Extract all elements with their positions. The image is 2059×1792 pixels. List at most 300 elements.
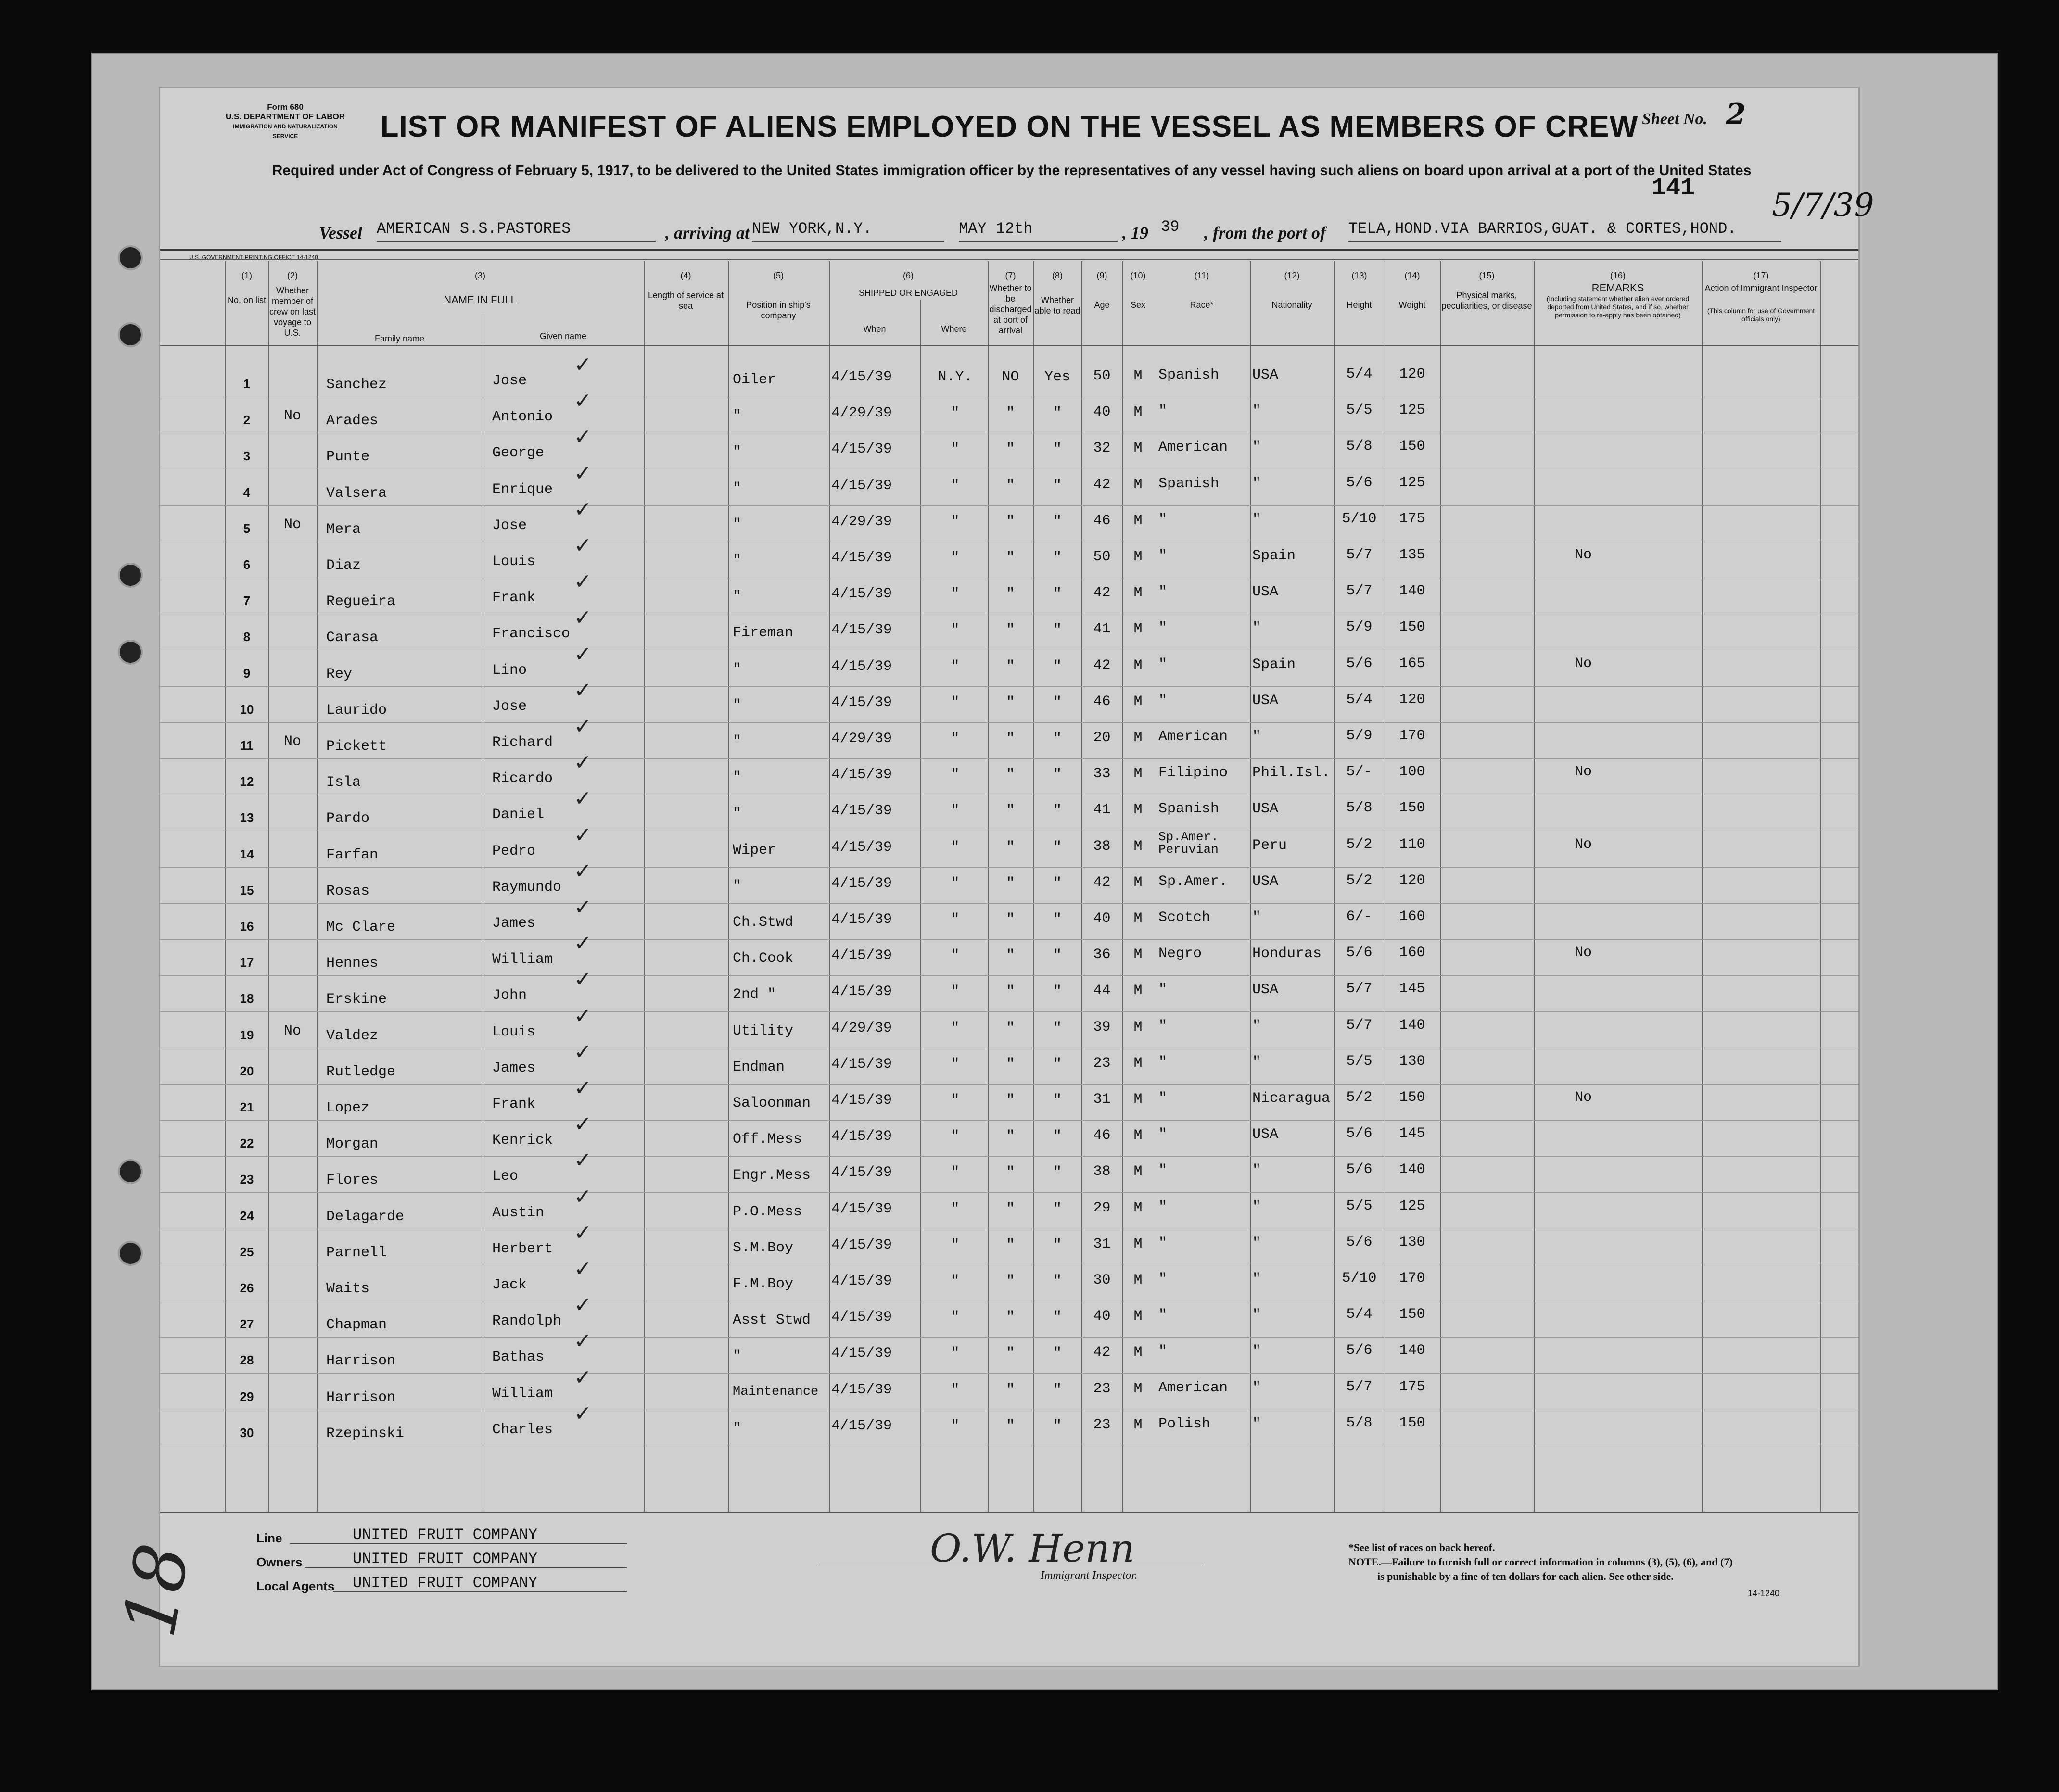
cell-when: 4/15/39 [831,369,892,385]
cell-race: " [1158,548,1168,564]
cell-position: Off.Mess [733,1131,802,1148]
cell-race: " [1158,1126,1168,1143]
cell-when: 4/15/39 [831,622,892,638]
cell-where: " [951,1128,960,1145]
cell-sex: M [1133,946,1143,963]
cell-family: Sanchez [326,377,387,393]
checkmark-icon: ✓ [574,714,592,739]
cell-remarks: No [1575,836,1592,853]
cell-disch: " [1006,947,1015,964]
checkmark-icon: ✓ [574,1365,592,1390]
checkmark-icon: ✓ [574,678,592,703]
cell-nat: Spain [1252,656,1296,673]
cell-sex: M [1133,874,1143,891]
print-code: 14-1240 [1748,1589,1780,1598]
cell-given: Herbert [492,1241,553,1257]
cell-given: Jose [492,517,527,534]
cell-when: 4/15/39 [831,1309,892,1325]
grid-line [268,261,269,1512]
cell-nat: Spain [1252,548,1296,564]
sheet-number: 2 [1726,98,1746,131]
cell-nat: " [1252,909,1261,926]
cell-disch: " [1006,1273,1015,1289]
cell-sex: M [1133,440,1143,456]
from-port: TELA,HOND.VIA BARRIOS,GUAT. & CORTES,HOND. [1348,220,1737,238]
cell-race: " [1158,1090,1168,1107]
cell-read: " [1053,1201,1062,1217]
vessel-name: AMERICAN S.S.PASTORES [377,220,571,238]
arriving-label: , arriving at [665,223,750,242]
cell-where: " [951,1309,960,1325]
cell-read: " [1053,514,1062,530]
cell-disch: " [1006,767,1015,783]
cell-no: 5 [243,521,251,536]
cell-family: Flores [326,1172,379,1188]
cell-weight: 150 [1399,438,1425,454]
cell-age: 23 [1093,1381,1111,1397]
cell-sex: M [1133,1127,1143,1144]
cell-race: " [1158,620,1168,636]
cell-height: 5/5 [1346,402,1373,418]
document-subtitle: Required under Act of Congress of February 5, 1917, to be delivered to the United States immigration officer by the representatives of any vessel having such aliens on board upon arrival at a port of the United States [272,163,1752,178]
cell-weight: 120 [1399,872,1425,889]
row-rule [160,758,1858,759]
checkmark-icon: ✓ [574,1329,592,1353]
grid-line [160,259,1858,260]
cell-position: Maintenance [733,1385,819,1399]
col-15-header: Physical marks, peculiarities, or disease [1441,290,1532,311]
grid-line [728,261,729,1512]
col-16-subheader: (Including statement whether alien ever ordered deported from United States, and if so, whether permission to re-apply has been obtained) [1546,295,1690,319]
col-10-header: Sex [1130,300,1146,310]
cell-family: Delagarde [326,1209,405,1225]
cell-when: 4/15/39 [831,1273,892,1289]
local-agents-label: Local Agents [256,1579,335,1593]
row-rule [160,686,1858,687]
margin-handwriting: 18 [107,1538,206,1643]
cell-disch: " [1006,405,1015,421]
row-rule [160,1373,1858,1374]
row-rule [160,1156,1858,1157]
cell-read: " [1053,767,1062,783]
cell-family: Valdez [326,1028,379,1044]
row-rule [160,867,1858,868]
from-port-label: , from the port of [1204,223,1326,242]
year-prefix: , 19 [1122,223,1148,242]
col-3-header: NAME IN FULL [444,294,517,306]
row-rule [160,975,1858,976]
cell-no: 21 [240,1100,254,1114]
cell-height: 5/6 [1346,1125,1373,1142]
cell-position: Utility [733,1023,794,1039]
cell-disch: " [1006,1345,1015,1362]
cell-race: " [1158,1054,1168,1071]
cell-race: Spanish [1158,476,1220,492]
cell-where: " [951,731,960,747]
cell-position: " [733,661,742,678]
cell-age: 46 [1093,694,1111,710]
col-4-number: (4) [680,271,691,280]
cell-read: " [1053,984,1062,1000]
grid-line [1702,261,1703,1512]
checkmark-icon: ✓ [574,606,592,630]
col-9-header: Age [1094,300,1110,310]
cell-family: Pardo [326,810,370,827]
cell-weight: 145 [1399,981,1425,997]
cell-position: P.O.Mess [733,1204,802,1220]
punch-hole [118,1159,143,1184]
checkmark-icon: ✓ [574,533,592,558]
col-11-header: Race* [1190,300,1214,310]
cell-position: " [733,733,742,750]
row-rule [160,1011,1858,1012]
cell-height: 5/2 [1346,836,1373,853]
cell-age: 36 [1093,946,1111,963]
cell-read: " [1053,1309,1062,1325]
line-value: UNITED FRUIT COMPANY [353,1526,538,1544]
cell-no: 4 [243,485,251,500]
handwritten-date: 5/7/39 [1772,187,1874,224]
cell-when: 4/15/39 [831,911,892,928]
col-17-subheader: (This column for use of Government officials only) [1707,307,1815,323]
manifest-sheet [159,87,1874,1667]
cell-race: Scotch [1158,909,1211,926]
cell-read: " [1053,405,1062,421]
cell-family: Isla [326,774,361,791]
cell-given: Richard [492,734,553,751]
cell-weight: 130 [1399,1234,1425,1250]
penalty-note-2: is punishable by a fine of ten dollars for each alien. See other side. [1377,1570,1674,1582]
col-8-header: Whether able to read [1034,295,1080,315]
cell-age: 40 [1093,910,1111,927]
cell-height: 5/5 [1346,1053,1373,1070]
underline [333,1591,627,1592]
cell-given: Lino [492,662,527,679]
cell-sex: M [1133,838,1143,855]
cell-race: " [1158,1018,1168,1035]
cell-disch: NO [1002,369,1019,385]
cell-sex: M [1133,477,1143,493]
cell-given: Francisco [492,626,571,642]
cell-height: 5/6 [1346,1161,1373,1178]
cell-nat: Nicaragua [1252,1090,1331,1107]
cell-given: James [492,915,536,932]
cell-where: " [951,586,960,602]
grid-line [1820,261,1821,1512]
cell-nat: " [1252,439,1261,455]
cell-read: " [1053,803,1062,819]
cell-weight: 120 [1399,366,1425,382]
col-12-number: (12) [1284,271,1300,280]
cell-where: " [951,1237,960,1253]
cell-no: 9 [243,666,251,681]
cell-race: " [1158,693,1168,709]
cell-when: 4/15/39 [831,441,892,457]
cell-age: 32 [1093,440,1111,456]
cell-height: 5/7 [1346,981,1373,997]
cell-height: 5/7 [1346,547,1373,563]
col-16-number: (16) [1610,271,1626,280]
cell-position: " [733,480,742,497]
cell-nat: USA [1252,367,1279,383]
race-note: *See list of races on back hereof. [1348,1541,1495,1553]
checkmark-icon: ✓ [574,461,592,486]
cell-given: Jose [492,373,527,389]
cell-where: " [951,767,960,783]
col-14-number: (14) [1404,271,1420,280]
cell-when: 4/15/39 [831,984,892,1000]
cell-race: " [1158,1271,1168,1287]
cell-no: 1 [243,377,251,391]
cell-disch: " [1006,1237,1015,1253]
cell-disch: " [1006,1020,1015,1036]
checkmark-icon: ✓ [574,1293,592,1317]
cell-disch: " [1006,1128,1015,1145]
cell-family: Erskine [326,991,387,1008]
cell-sex: M [1133,404,1143,420]
cell-disch: " [1006,875,1015,892]
cell-race: " [1158,512,1168,528]
cell-remarks: No [1575,1089,1592,1106]
cell-weight: 135 [1399,547,1425,563]
cell-sex: M [1133,694,1143,710]
col-6-where-header: Where [941,324,967,334]
cell-age: 42 [1093,874,1111,891]
col-11-number: (11) [1194,271,1209,280]
cell-position: " [733,517,742,533]
cell-age: 31 [1093,1091,1111,1108]
cell-disch: " [1006,911,1015,928]
sheet-label: Sheet No. [1642,110,1707,128]
cell-family: Punte [326,449,370,465]
cell-when: 4/15/39 [831,658,892,675]
cell-given: Frank [492,1096,536,1112]
penalty-note: NOTE.—Failure to furnish full or correct information in columns (3), (5), (6), and (7) [1348,1556,1733,1568]
grid-line [160,345,1858,346]
cell-sex: M [1133,549,1143,565]
cell-disch: " [1006,658,1015,675]
cell-family: Valsera [326,485,387,502]
cell-no: 13 [240,810,254,825]
cell-nat: " [1252,512,1261,528]
cell-position: Wiper [733,842,776,858]
cell-given: Louis [492,1024,536,1040]
cell-prev: No [283,517,301,533]
cell-age: 41 [1093,802,1111,818]
checkmark-icon: ✓ [574,750,592,775]
cell-given: Louis [492,554,536,570]
row-rule [160,939,1858,940]
cell-nat: USA [1252,801,1279,817]
cell-race: " [1158,1199,1168,1215]
cell-read: " [1053,1164,1062,1181]
document-title: LIST OR MANIFEST OF ALIENS EMPLOYED ON THE VESSEL AS MEMBERS OF CREW [380,110,1639,143]
cell-height: 5/6 [1346,1234,1373,1250]
col-1-header: No. on list [227,295,267,305]
cell-read: " [1053,694,1062,711]
cell-given: Antonio [492,409,553,425]
cell-nat: " [1252,1307,1261,1324]
cell-nat: " [1252,1271,1261,1287]
checkmark-icon: ✓ [574,931,592,956]
form-number: Form 680 [267,102,304,112]
cell-nat: " [1252,1162,1261,1179]
arriving-port: NEW YORK,N.Y. [752,220,872,238]
col-1-number: (1) [241,271,252,280]
cell-weight: 140 [1399,583,1425,599]
cell-race: " [1158,584,1168,600]
form-notes [1348,1540,1733,1584]
cell-when: 4/15/39 [831,550,892,566]
cell-when: 4/29/39 [831,514,892,530]
cell-nat: USA [1252,1126,1279,1143]
cell-no: 6 [243,557,251,572]
cell-when: 4/15/39 [831,1056,892,1073]
cell-family: Rutledge [326,1064,396,1080]
row-rule [160,903,1858,904]
cell-where: " [951,694,960,711]
cell-given: Bathas [492,1349,545,1365]
underline [290,1543,627,1544]
department-name: U.S. DEPARTMENT OF LABOR [225,112,345,121]
cell-when: 4/15/39 [831,1201,892,1217]
cell-given: Jack [492,1277,527,1293]
cell-family: Chapman [326,1317,387,1333]
cell-nat: " [1252,1416,1261,1432]
grid-line [160,1512,1858,1513]
punch-hole [118,640,143,665]
underline [959,241,1118,242]
cell-disch: " [1006,694,1015,711]
cell-weight: 150 [1399,1415,1425,1431]
inspector-signature: O.W. Henn [930,1526,1135,1571]
cell-where: " [951,405,960,421]
punch-hole [118,322,143,347]
cell-sex: M [1133,1236,1143,1252]
cell-disch: " [1006,478,1015,494]
cell-position: " [733,553,742,569]
cell-race: " [1158,403,1168,419]
cell-no: 17 [240,955,254,970]
col-5-header: Position in ship's company [746,300,811,320]
col-4-header: Length of service at sea [648,290,724,311]
cell-no: 8 [243,630,251,644]
cell-sex: M [1133,1344,1143,1361]
arrival-year: 39 [1161,218,1180,236]
cell-read: " [1053,1237,1062,1253]
checkmark-icon: ✓ [574,1040,592,1064]
cell-race: " [1158,982,1168,998]
cell-race: Polish [1158,1416,1211,1432]
cell-given: Austin [492,1205,545,1221]
punch-hole [118,563,143,588]
cell-sex: M [1133,1055,1143,1072]
cell-family: Farfan [326,847,379,863]
punch-hole [118,1241,143,1266]
col-6-number: (6) [903,271,914,280]
cell-weight: 175 [1399,1379,1425,1395]
cell-nat: " [1252,1018,1261,1035]
cell-position: Fireman [733,625,794,641]
cell-when: 4/15/39 [831,1128,892,1145]
col-8-number: (8) [1052,271,1063,280]
cell-read: " [1053,1273,1062,1289]
cell-position: 2nd " [733,986,776,1003]
cell-age: 30 [1093,1272,1111,1288]
grid-line [829,261,830,1512]
cell-weight: 175 [1399,511,1425,527]
cell-height: 5/9 [1346,619,1373,635]
cell-position: " [733,1348,742,1364]
cell-position: " [733,697,742,714]
cell-height: 5/8 [1346,438,1373,454]
col-6-when-header: When [863,324,886,334]
cell-race: American [1158,1380,1228,1396]
cell-read: " [1053,1056,1062,1073]
cell-when: 4/15/39 [831,1418,892,1434]
cell-position: F.M.Boy [733,1276,794,1292]
cell-nat: " [1252,1343,1261,1360]
grid-line [1534,261,1535,1512]
cell-age: 23 [1093,1417,1111,1433]
cell-remarks: No [1575,764,1592,780]
cell-age: 33 [1093,766,1111,782]
cell-where: " [951,1020,960,1036]
cell-age: 44 [1093,983,1111,999]
cell-read: " [1053,911,1062,928]
cell-height: 5/8 [1346,800,1373,816]
cell-age: 40 [1093,1308,1111,1325]
cell-position: " [733,408,742,424]
cell-age: 29 [1093,1200,1111,1216]
cell-height: 5/6 [1346,475,1373,491]
cell-read: " [1053,839,1062,856]
cell-age: 31 [1093,1236,1111,1252]
cell-race: Spanish [1158,367,1220,383]
cell-read: Yes [1044,369,1070,385]
cell-height: 5/7 [1346,1017,1373,1034]
cell-given: Pedro [492,843,536,859]
cell-no: 28 [240,1353,254,1367]
cell-race: Spanish [1158,801,1220,817]
cell-position: Oiler [733,372,776,388]
cell-nat: " [1252,1235,1261,1251]
cell-no: 26 [240,1281,254,1295]
cell-race: Sp.Amer. Peruvian [1158,830,1219,857]
col-16-header: REMARKS [1591,282,1644,294]
cell-no: 22 [240,1136,254,1150]
cell-read: " [1053,441,1062,457]
cell-race: " [1158,656,1168,673]
checkmark-icon: ✓ [574,1185,592,1209]
checkmark-icon: ✓ [574,497,592,522]
cell-sex: M [1133,802,1143,818]
cell-read: " [1053,947,1062,964]
cell-nat: " [1252,1380,1261,1396]
col-5-number: (5) [773,271,784,280]
col-10-number: (10) [1130,271,1146,280]
cell-where: " [951,658,960,675]
cell-height: 5/8 [1346,1415,1373,1431]
cell-family: Harrison [326,1353,396,1369]
cell-family: Lopez [326,1100,370,1116]
cell-family: Regueira [326,593,396,610]
cell-nat: USA [1252,693,1279,709]
stamp-number: 141 [1652,175,1695,202]
cell-no: 18 [240,991,254,1006]
cell-sex: M [1133,368,1143,384]
cell-read: " [1053,1418,1062,1434]
